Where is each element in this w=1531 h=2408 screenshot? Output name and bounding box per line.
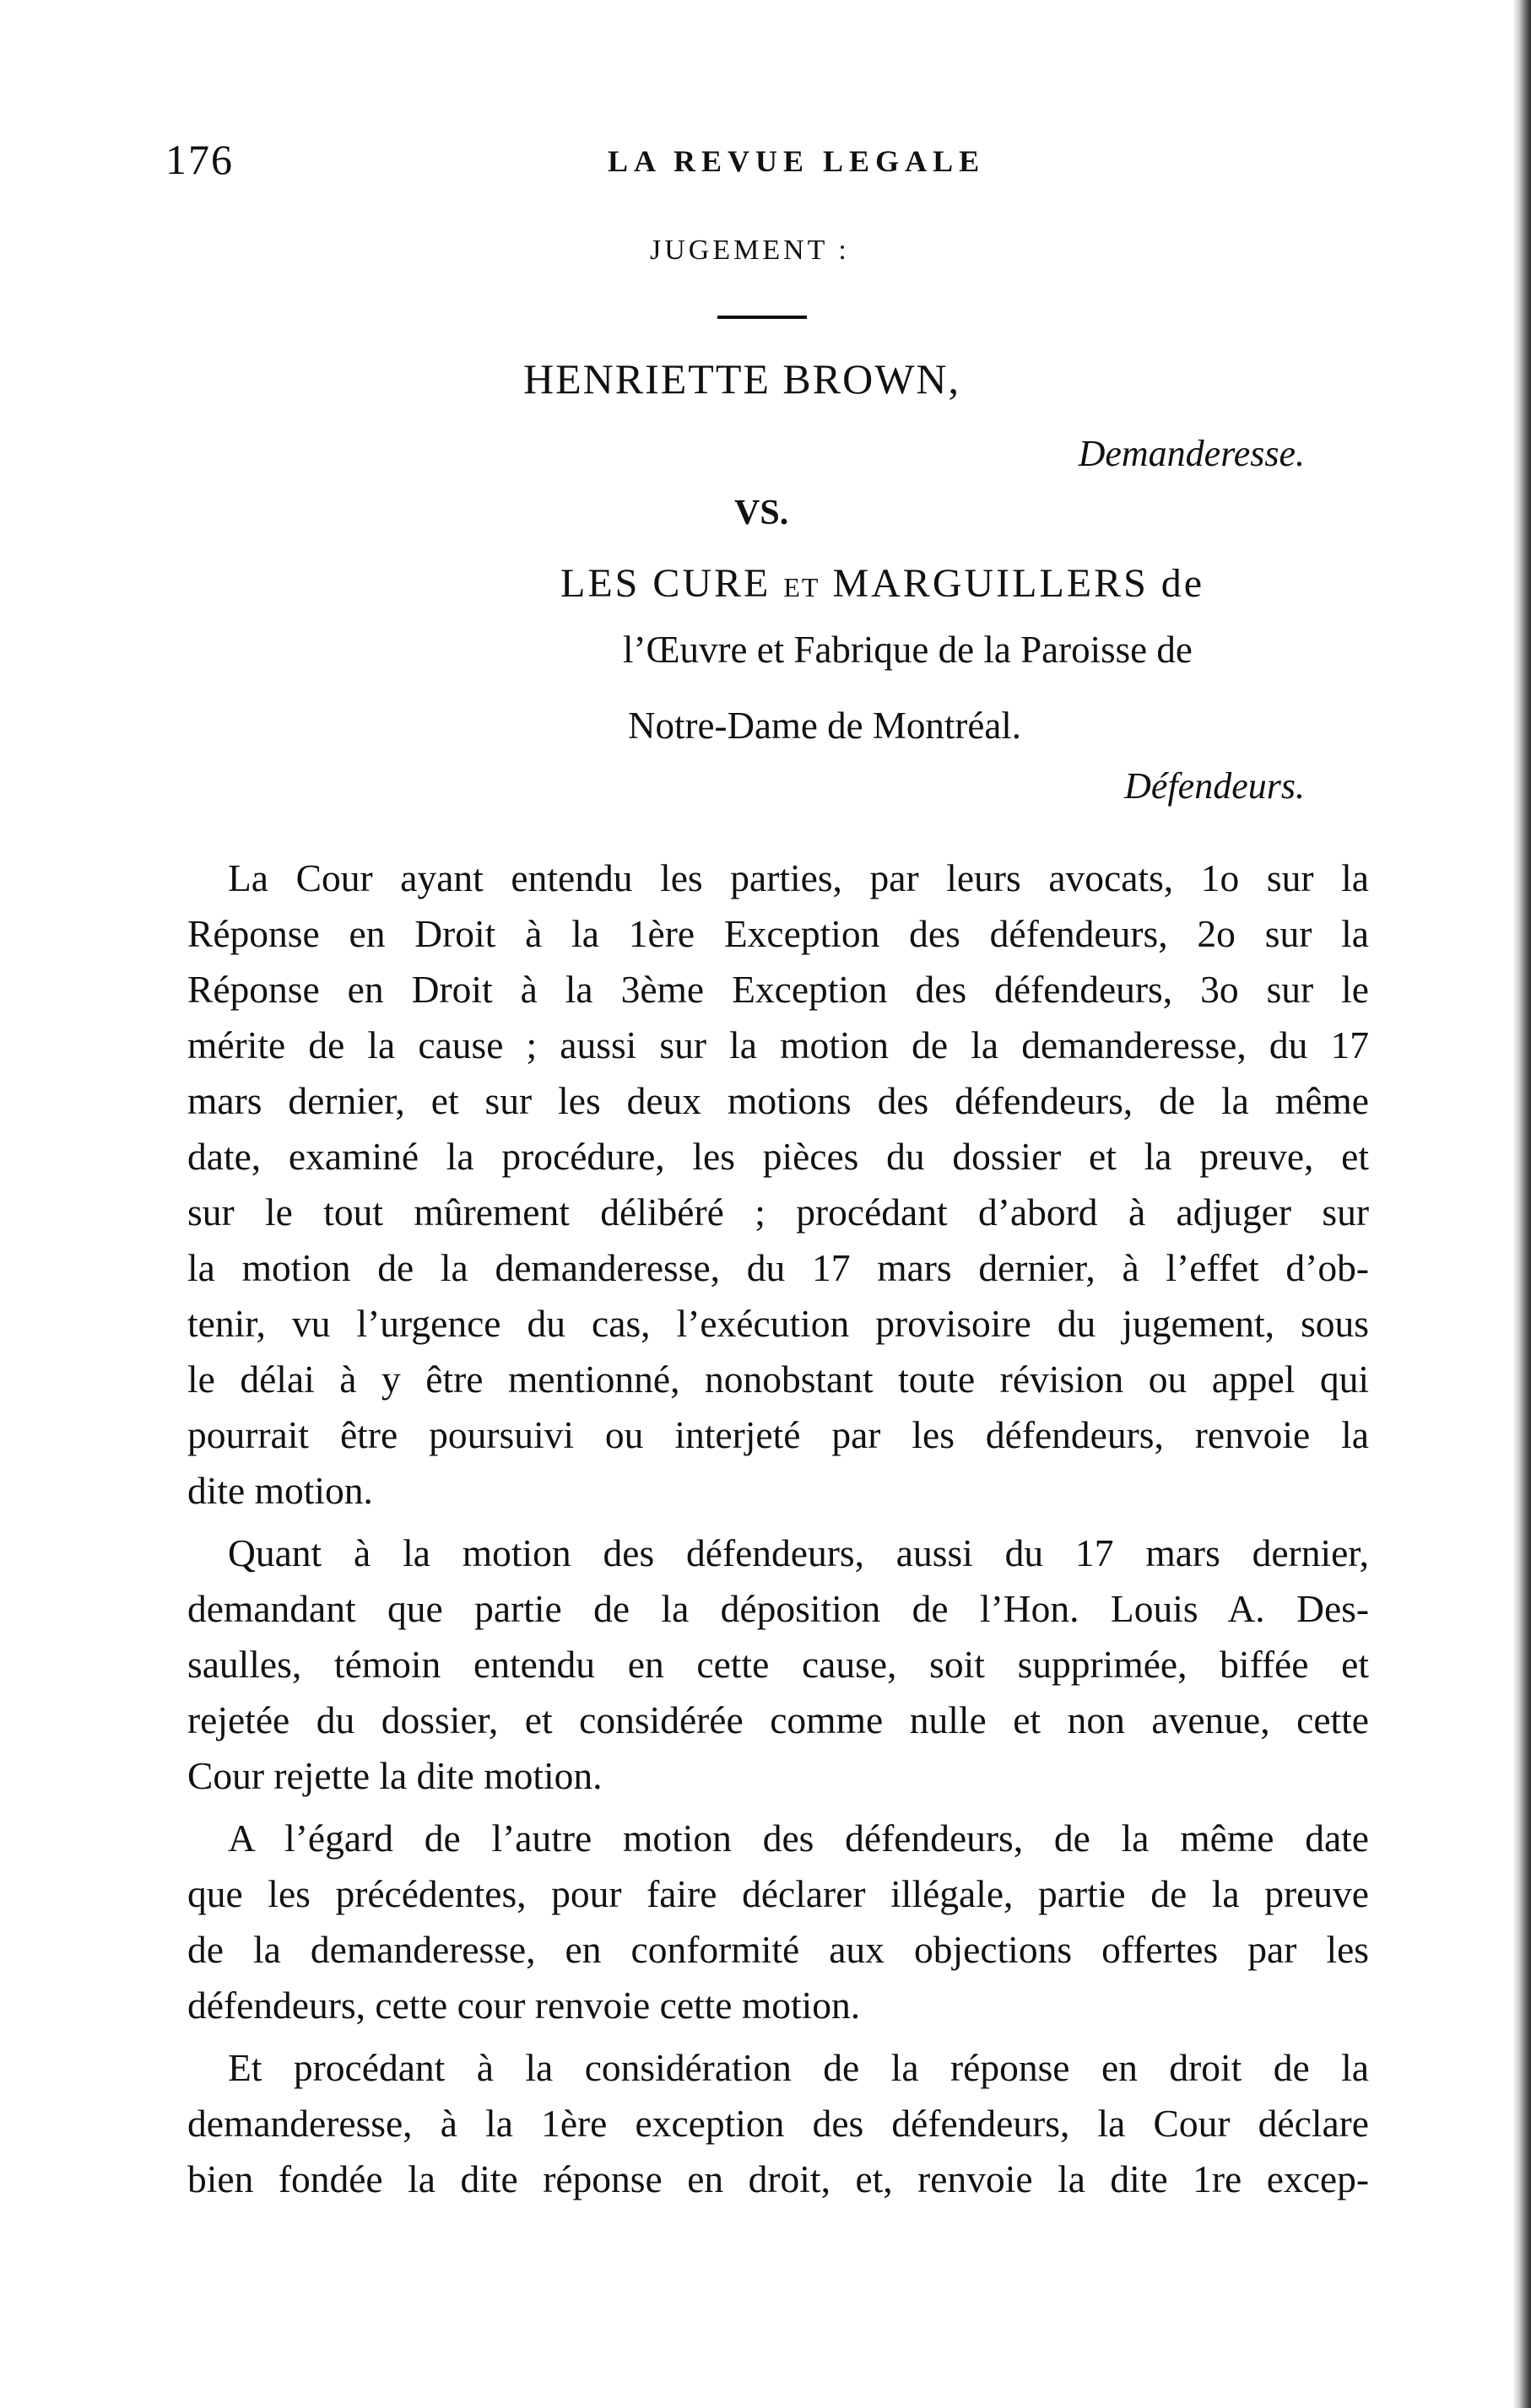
- text-line: de la demanderesse, en conformité aux objections offertes par les: [187, 1928, 1369, 1971]
- text-line: Et procédant à la considération de la réponse en droit de la: [228, 2046, 1369, 2089]
- paragraph: [187, 1811, 1369, 2033]
- section-title: JUGEMENT :: [650, 235, 850, 266]
- paragraph: [187, 850, 1369, 1519]
- text-line: mars dernier, et sur les deux motions des défendeurs, de la même: [187, 1079, 1369, 1122]
- text-line: A l’égard de l’autre motion des défendeurs, de la même date: [228, 1817, 1369, 1860]
- text-line: le délai à y être mentionné, nonobstant toute révision ou appel qui: [187, 1358, 1369, 1401]
- text-line: demandant que partie de la déposition de l’Hon. Louis A. Des-: [187, 1587, 1369, 1630]
- text-line: Quant à la motion des défendeurs, aussi du 17 mars dernier,: [228, 1531, 1369, 1574]
- text-line: Cour rejette la dite motion.: [187, 1754, 603, 1797]
- text-line: demanderesse, à la 1ère exception des défendeurs, la Cour déclare: [187, 2102, 1369, 2145]
- text-line: la motion de la demanderesse, du 17 mars dernier, à l’effet d’ob-: [187, 1246, 1369, 1289]
- paragraph: [187, 1525, 1369, 1804]
- defendant-role: Défendeurs.: [1124, 765, 1305, 807]
- text-line: Réponse en Droit à la 3ème Exception des défendeurs, 3o sur le: [187, 968, 1369, 1011]
- plaintiff-name: HENRIETTE BROWN,: [523, 355, 961, 402]
- judgment-body: [187, 850, 1369, 2214]
- text-line: La Cour ayant entendu les parties, par leurs avocats, 1o sur la: [228, 856, 1369, 899]
- text-line: bien fondée la dite réponse en droit, et, renvoie la dite 1re excep-: [187, 2157, 1369, 2200]
- defendant-line-1-part-b: ET: [783, 572, 820, 602]
- paragraph: [187, 2040, 1369, 2207]
- page-number: 176: [165, 136, 234, 183]
- defendant-line-1-part-a: LES CURE: [560, 561, 771, 606]
- running-head: LA REVUE LEGALE: [608, 144, 986, 178]
- text-line: rejetée du dossier, et considérée comme nulle et non avenue, cette: [187, 1698, 1369, 1741]
- defendant-line-2: l’Œuvre et Fabrique de la Paroisse de: [623, 629, 1193, 671]
- text-line: Réponse en Droit à la 1ère Exception des défendeurs, 2o sur la: [187, 912, 1369, 955]
- text-line: que les précédentes, pour faire déclarer illégale, partie de la preuve: [187, 1872, 1369, 1915]
- text-line: saulles, témoin entendu en cette cause, soit supprimée, biffée et: [187, 1643, 1369, 1686]
- text-line: pourrait être poursuivi ou interjeté par les défendeurs, renvoie la: [187, 1413, 1369, 1456]
- versus-label: VS.: [734, 494, 789, 532]
- page-binding-edge: [1512, 0, 1531, 2408]
- text-line: tenir, vu l’urgence du cas, l’exécution provisoire du jugement, sous: [187, 1302, 1369, 1345]
- text-line: mérite de la cause ; aussi sur la motion de la demanderesse, du 17: [187, 1023, 1369, 1066]
- title-rule: [717, 316, 807, 319]
- defendant-line-1-part-c: MARGUILLERS de: [832, 561, 1205, 606]
- text-line: sur le tout mûrement délibéré ; procédant d’abord à adjuger sur: [187, 1191, 1369, 1234]
- text-line: date, examiné la procédure, les pièces du dossier et la preuve, et: [187, 1135, 1369, 1178]
- text-line: dite motion.: [187, 1469, 373, 1512]
- defendant-line-3: Notre-Dame de Montréal.: [628, 705, 1022, 747]
- plaintiff-role: Demanderesse.: [1078, 433, 1305, 474]
- text-line: défendeurs, cette cour renvoie cette motion.: [187, 1984, 861, 2027]
- defendant-line-1: [560, 560, 1204, 607]
